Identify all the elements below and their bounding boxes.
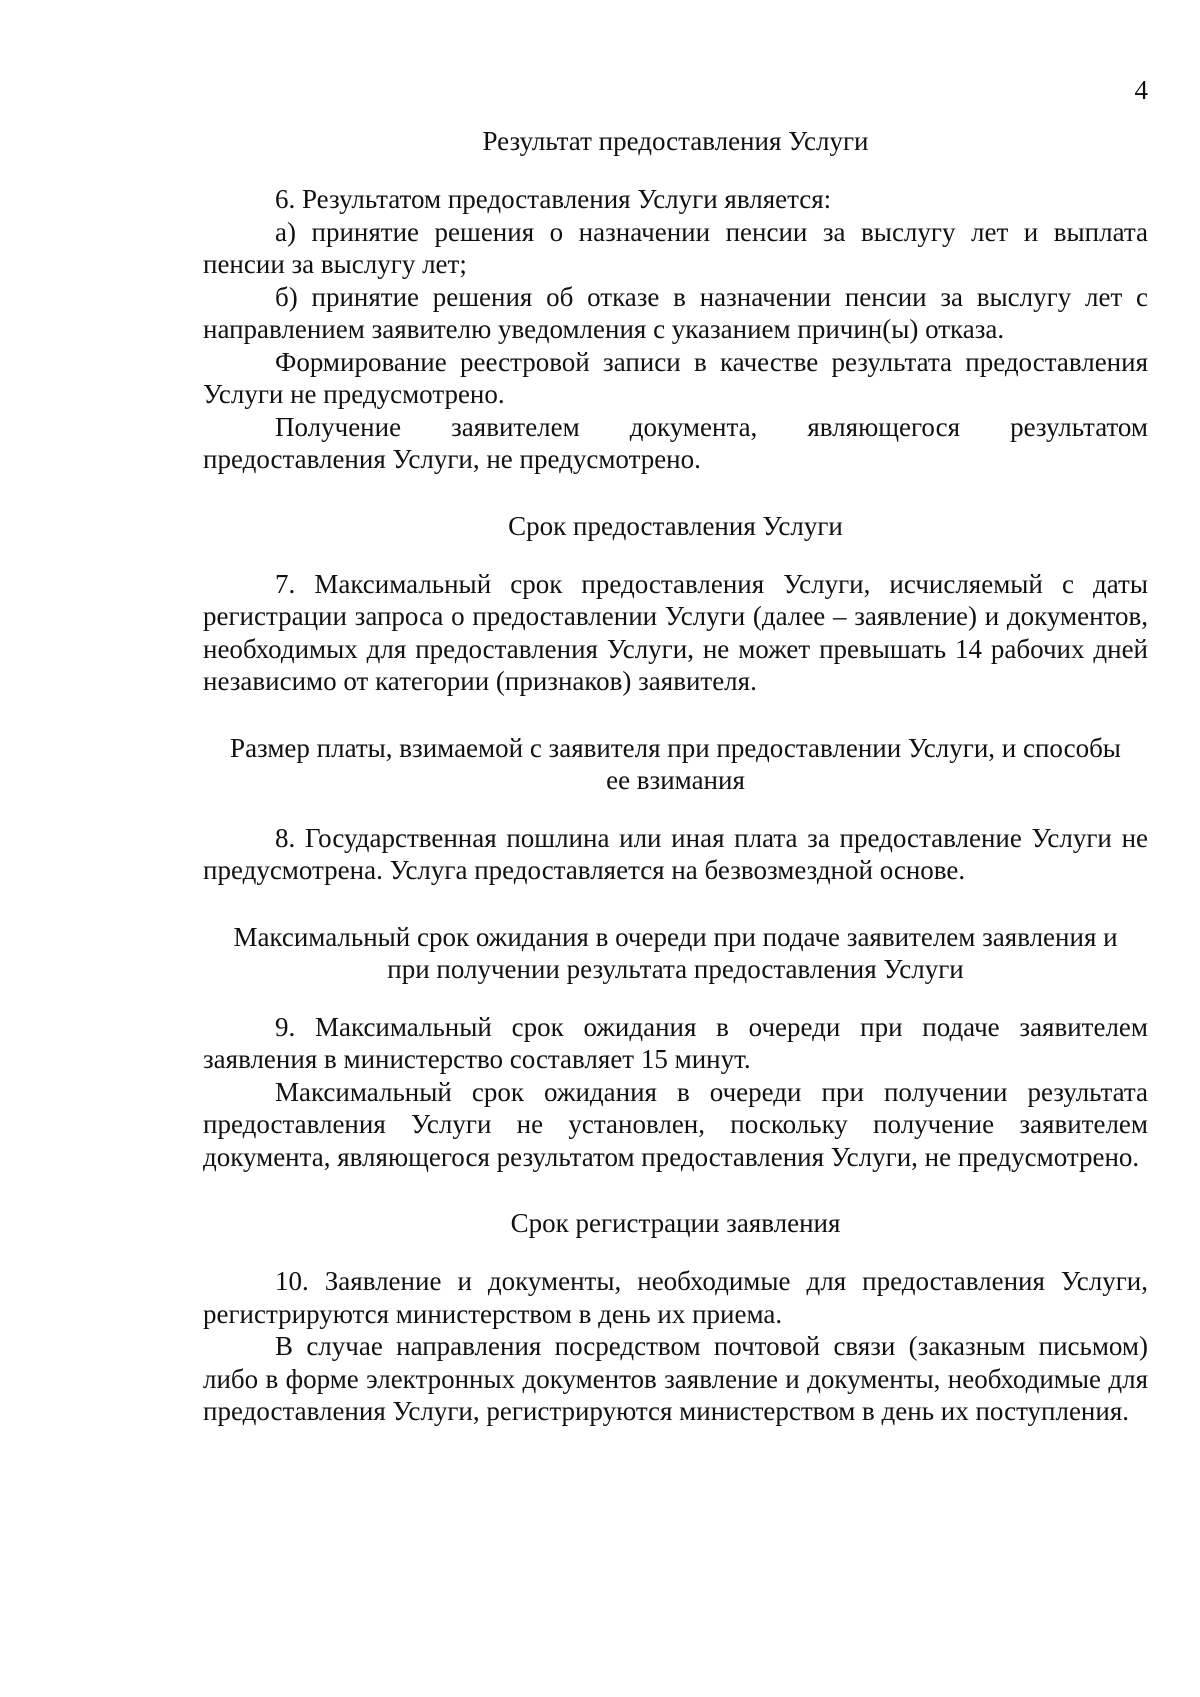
paragraph: б) принятие решения об отказе в назначении пенсии за выслугу лет с направлением заявителю уведомления с указанием причин(ы) отказа.	[203, 281, 1148, 344]
section-queue	[203, 921, 1148, 1174]
section-heading: Результат предоставления Услуги	[482, 126, 869, 156]
paragraph: 10. Заявление и документы, необходимые для предоставления Услуги, регистрируются министерством в день их приема.	[203, 1266, 1148, 1329]
paragraph: Максимальный срок ожидания в очереди при получении результата предоставления Услуги не установлен, поскольку получение заявителем документа, являющегося результатом предоставления Услуги, не предусмотрено.	[203, 1076, 1148, 1172]
section-heading: Максимальный срок ожидания в очереди при подаче заявителем заявления и при получении результата предоставления Услуги	[233, 921, 1118, 984]
section-result	[203, 125, 1148, 476]
page-number: 4	[1134, 75, 1148, 105]
paragraph: Формирование реестровой записи в качестве результата предоставления Услуги не предусмотрено.	[203, 346, 1148, 409]
paragraph: 6. Результатом предоставления Услуги является:	[275, 184, 832, 214]
paragraph: Получение заявителем документа, являющегося результатом предоставления Услуги, не предусмотрено.	[203, 411, 1148, 474]
paragraph: 7. Максимальный срок предоставления Услуги, исчисляемый с даты регистрации запроса о предоставлении Услуги (далее – заявление) и документов, необходимых для предоставления Услуги, не может превышать 14 рабочих дней независимо от категории (признаков) заявителя.	[203, 568, 1148, 696]
document-body	[203, 125, 1148, 1428]
section-heading: Срок предоставления Услуги	[508, 510, 843, 541]
paragraph: 8. Государственная пошлина или иная плата за предоставление Услуги не предусмотрена. Услуга предоставляется на безвозмездной основе.	[203, 822, 1148, 885]
paragraph: 9. Максимальный срок ожидания в очереди при подаче заявителем заявления в министерство составляет 15 минут.	[203, 1011, 1148, 1074]
section-heading: Размер платы, взимаемой с заявителя при предоставлении Услуги, и способы ее взимания	[230, 732, 1121, 795]
section-term	[203, 510, 1148, 698]
section-heading: Срок регистрации заявления	[510, 1208, 841, 1238]
paragraph: В случае направления посредством почтовой связи (заказным письмом) либо в форме электронных документов заявление и документы, необходимые для предоставления Услуги, регистрируются министерством в день их поступления.	[203, 1331, 1148, 1426]
section-fee	[203, 732, 1148, 887]
paragraph: а) принятие решения о назначении пенсии за выслугу лет и выплата пенсии за выслугу лет;	[203, 216, 1148, 279]
section-registration	[203, 1207, 1148, 1428]
